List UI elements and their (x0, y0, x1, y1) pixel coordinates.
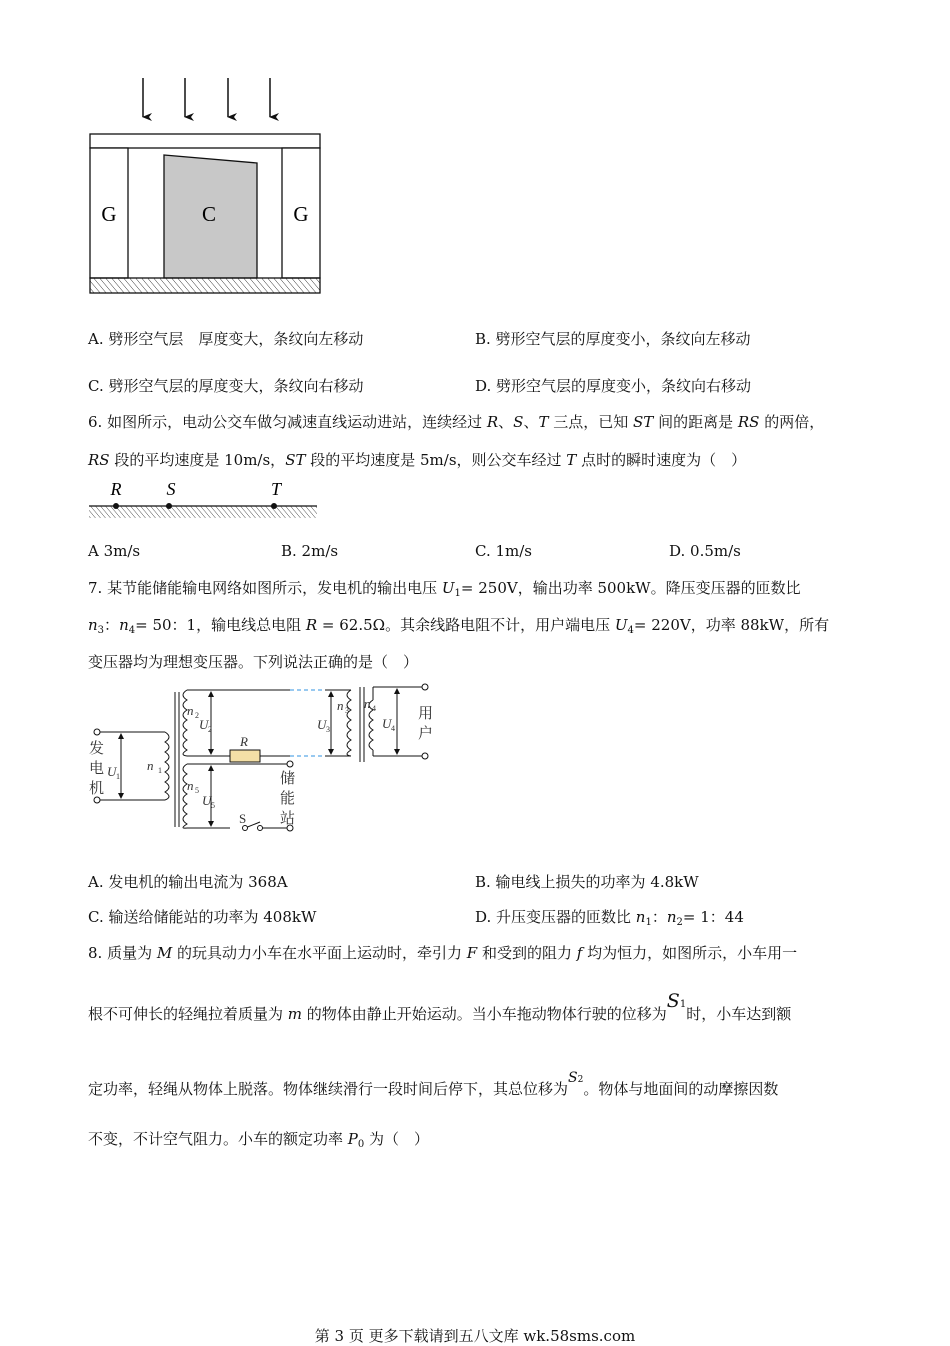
q7-stem-line1: 7. 某节能储能输电网络如图所示，发电机的输出电压 $U_1= 250V$，输出功率 500kW。降压变压器的匝数比 (88, 579, 801, 599)
svg-text:能: 能 (280, 791, 296, 807)
q6-stem-line2: RS 段的平均速度是 10m/s，ST 段的平均速度是 5m/s，则公交车经过 T 点时的瞬时速度为（ ） (88, 451, 747, 469)
svg-text:发: 发 (89, 741, 105, 757)
svg-text:2: 2 (195, 711, 199, 720)
q7-option-c: C. 输送给储能站的功率为 408kW (88, 908, 317, 926)
svg-text:R: R (240, 734, 248, 749)
svg-text:n: n (187, 703, 194, 718)
svg-text:2: 2 (208, 725, 212, 734)
symbol-s1: S1 (666, 990, 687, 1012)
svg-text:U: U (317, 717, 327, 732)
svg-text:n: n (364, 696, 371, 711)
q5-option-b: B. 劈形空气层的厚度变小，条纹向左移动 (475, 330, 751, 348)
svg-text:储: 储 (280, 771, 296, 787)
q5-option-c: C. 劈形空气层的厚度变大，条纹向右移动 (88, 377, 364, 395)
resistor-r (230, 750, 260, 762)
q6-option-c: C. 1m/s (475, 542, 532, 560)
q7-option-b: B. 输电线上损失的功率为 4.8kW (475, 873, 699, 891)
page-footer: 第 3 页 更多下载请到五八文库 wk.58sms.com (314, 1327, 636, 1345)
label-g-left: G (101, 202, 117, 226)
svg-text:4: 4 (372, 704, 376, 713)
svg-text:U: U (107, 764, 117, 779)
q8-stem-line1: 8. 质量为 M 的玩具动力小车在水平面上运动时，牵引力 F 和受到的阻力 f 均为恒力，如图所示，小车用一 (88, 944, 798, 962)
svg-text:机: 机 (89, 781, 105, 797)
label-r: R (110, 479, 122, 499)
road-hatch (89, 506, 317, 518)
svg-text:5: 5 (195, 786, 199, 795)
q5-option-d: D. 劈形空气层的厚度变小，条纹向右移动 (475, 377, 752, 395)
q6-option-a: A 3m/s (88, 542, 141, 560)
q5-option-a: A. 劈形空气层 厚度变大，条纹向左移动 (88, 330, 364, 348)
svg-text:3: 3 (345, 706, 349, 715)
svg-text:1: 1 (116, 772, 120, 781)
power-grid-circuit (85, 682, 440, 842)
q7-stem-line3: 变压器均为理想变压器。下列说法正确的是（ ） (88, 653, 419, 671)
q6-option-b: B. 2m/s (281, 542, 339, 560)
label-c: C (201, 202, 217, 226)
svg-text:电: 电 (89, 761, 105, 777)
svg-text:U: U (202, 793, 212, 808)
svg-text:站: 站 (280, 811, 296, 827)
svg-text:U: U (199, 717, 209, 732)
q7-stem-line2: $n_3$：$n_4= 50$：1，输电线总电阻 R = 62.5Ω。其余线路电阻不计，用户端电压 $U_4= 220V$，功率 88kW，所有 (88, 616, 830, 636)
label-s: S (166, 479, 176, 499)
svg-text:1: 1 (158, 766, 162, 775)
air-wedge-figure (85, 75, 325, 300)
point-t (271, 503, 277, 509)
q6-stem-line1: 6. 如图所示，电动公交车做匀减速直线运动进站，连续经过 R、S、T 三点，已知 ST 间的距离是 RS 的两倍， (88, 413, 825, 431)
q8-stem-line3: 定功率，轻绳从物体上脱落。物体继续滑行一段时间后停下，其总位移为S2。物体与地面间的动摩擦因数 (88, 1070, 779, 1098)
symbol-s2: S2 (568, 1070, 584, 1086)
rst-road-figure (85, 476, 320, 522)
base-plate (90, 278, 320, 293)
svg-text:户: 户 (418, 726, 434, 742)
svg-text:4: 4 (391, 724, 395, 733)
label-t: T (270, 479, 282, 499)
svg-text:n: n (337, 698, 344, 713)
q7-option-d: D. 升压变压器的匝数比 $n_1$：$n_2= 1$：44 (475, 908, 744, 928)
svg-text:用: 用 (418, 706, 434, 722)
svg-text:S: S (239, 811, 247, 826)
point-r (113, 503, 119, 509)
q7-option-a: A. 发电机的输出电流为 368A (88, 873, 288, 891)
svg-text:U: U (382, 716, 392, 731)
point-s (166, 503, 172, 509)
q8-stem-line4: 不变，不计空气阻力。小车的额定功率 $P_0$ 为（ ） (88, 1130, 430, 1150)
top-plate (90, 134, 320, 148)
svg-text:n: n (147, 758, 154, 773)
down-arrows (143, 78, 270, 117)
q8-stem-line2: 根不可伸长的轻绳拉着质量为 m 的物体由静止开始运动。当小车拖动物体行驶的位移为S1时，小车达到额 (88, 990, 792, 1023)
svg-text:5: 5 (211, 801, 215, 810)
svg-text:3: 3 (326, 725, 330, 734)
q6-option-d: D. 0.5m/s (669, 542, 741, 560)
svg-text:n: n (187, 778, 194, 793)
label-g-right: G (293, 202, 309, 226)
